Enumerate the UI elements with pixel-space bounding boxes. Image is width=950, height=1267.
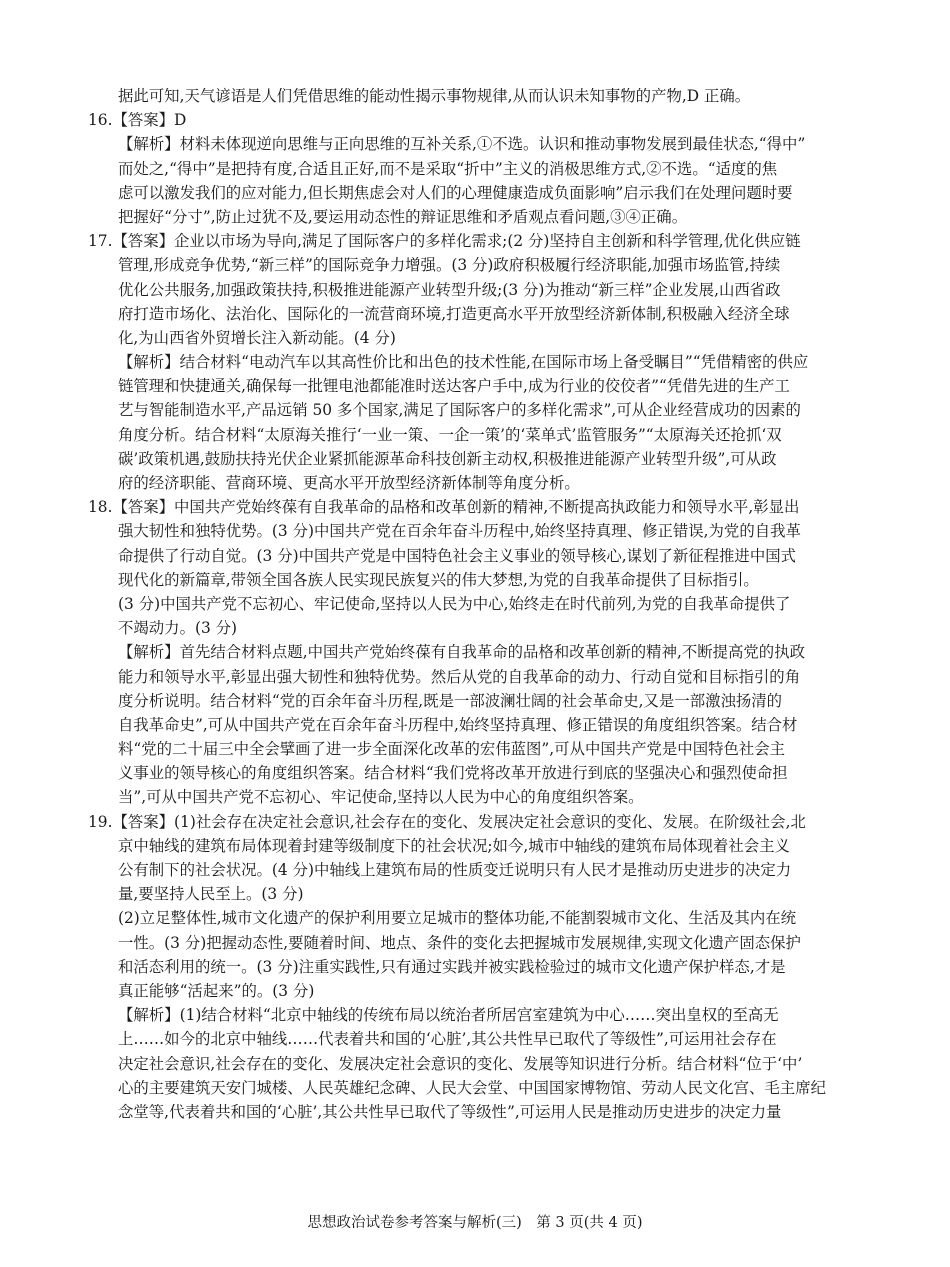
text-line: 府的经济职能、营商环境、更高水平开放型经济新体制等角度分析。 [118, 474, 580, 492]
text-line: 不竭动力。(3 分) [118, 619, 238, 638]
text-line: 碳’政策机遇,鼓励扶持光伏企业紧抓能源革命科技创新主动权,积极推进能源产业转型升级”,可从政 [118, 449, 777, 468]
text-line: 料“党的二十届三中全会擘画了进一步全面深化改革的宏伟蓝图”,可从中国共产党是中国特色社会主 [118, 740, 786, 759]
text-line: 和活态利用的统一。(3 分)注重实践性,只有通过实践并被实践检验过的城市文化遗产保护样态,才是 [118, 957, 786, 976]
text-line: 优化公共服务,加强政策扶持,积极推进能源产业转型升级;(3 分)为推动“新三样”企业发展,山西省政 [118, 280, 781, 299]
question-18-answer: 18.【答案】中国共产党始终葆有自我革命的品格和改革创新的精神,不断提高执政能力和领导水平,彰显出 [88, 498, 800, 517]
text-line: 量,要坚持人民至上。(3 分) [118, 885, 304, 904]
answer-body [88, 84, 870, 1124]
text-line: 【解析】(1)结合材料“北京中轴线的传统布局以统治者所居宫室建筑为中心……突出皇权的至高无 [118, 1006, 779, 1025]
text-line: 当”,可从中国共产党不忘初心、牢记使命,坚持以人民为中心的角度组织答案。 [118, 788, 644, 807]
question-19-answer: 19.【答案】(1)社会存在决定社会意识,社会存在的变化、发展决定社会意识的变化、发展。在阶级社会,北 [88, 812, 806, 831]
text-line: 能力和领导水平,彰显出强大韧性和独特优势。然后从党的自我革命的动力、行动自觉和目标指引的角 [118, 667, 801, 686]
text-line: (3 分)中国共产党不忘初心、牢记使命,坚持以人民为中心,始终走在时代前列,为党的自我革命提供了 [118, 594, 791, 613]
question-17-answer: 17.【答案】企业以市场为导向,满足了国际客户的多样化需求;(2 分)坚持自主创新和科学管理,优化供应链 [88, 232, 801, 251]
text-line: 虑可以激发我们的应对能力,但长期焦虑会对人们的心理健康造成负面影响”启示我们在处理问题时要 [118, 183, 793, 202]
text-line: 管理,形成竞争优势,“新三样”的国际竞争力增强。(3 分)政府积极履行经济职能,加强市场监管,持续 [118, 256, 781, 275]
text-line: 据此可知,天气谚语是人们凭借思维的能动性揭示事物规律,从而认识未知事物的产物,D 正确。 [118, 87, 751, 105]
text-line: 艺与智能制造水平,产品远销 50 多个国家,满足了国际客户的多样化需求”,可从企业经营成功的因素的 [118, 401, 801, 420]
text-line: 强大韧性和独特优势。(3 分)中国共产党在百余年奋斗历程中,始终坚持真理、修正错误,为党的自我革 [118, 522, 801, 541]
text-line: (2)立足整体性,城市文化遗产的保护利用要立足城市的整体功能,不能割裂城市文化、生活及其内在统 [118, 909, 796, 928]
text-line: 链管理和快捷通关,确保每一批锂电池都能准时送达客户手中,成为行业的佼佼者”“凭借先进的生产工 [118, 377, 790, 396]
text-line: 真正能够“活起来”的。(3 分) [118, 981, 315, 1000]
text-line: 命提供了行动自觉。(3 分)中国共产党是中国特色社会主义事业的领导核心,谋划了新征程推进中国式 [118, 546, 796, 565]
text-line: 【解析】材料未体现逆向思维与正向思维的互补关系,①不选。认识和推动事物发展到最佳状态,“得中” [118, 135, 806, 154]
text-line: 决定社会意识,社会存在的变化、发展决定社会意识的变化、发展等知识进行分析。结合材料“位于‘中’ [118, 1054, 803, 1073]
question-16-answer: 16.【答案】D [88, 111, 187, 130]
text-line: 现代化的新篇章,带领全国各族人民实现民族复兴的伟大梦想,为党的自我革命提供了目标指引。 [118, 570, 759, 589]
text-line: 而处之,“得中”是把持有度,合适且正好,而不是采取“折中”主义的消极思维方式,②不选。“适度的焦 [118, 159, 778, 178]
text-line: 【解析】首先结合材料点题,中国共产党始终葆有自我革命的品格和改革创新的精神,不断提高党的执政 [118, 643, 805, 662]
text-line: 公有制下的社会状况。(4 分)中轴线上建筑布局的性质变迁说明只有人民才是推动历史进步的决定力 [118, 861, 792, 879]
text-line: 心的主要建筑天安门城楼、人民英雄纪念碑、人民大会堂、中国国家博物馆、劳动人民文化宫、毛主席纪 [118, 1078, 826, 1097]
text-line: 京中轴线的建筑布局体现着封建等级制度下的社会状况;如今,城市中轴线的建筑布局体现着社会主义 [118, 836, 790, 855]
text-line: 度分析说明。结合材料“党的百余年奋斗历程,既是一部波澜壮阔的社会革命史,又是一部激浊扬清的 [118, 691, 783, 710]
text-line: 义事业的领导核心的角度组织答案。结合材料“我们党将改革开放进行到底的坚强决心和强烈使命担 [118, 764, 788, 783]
text-line: 【解析】结合材料“电动汽车以其高性价比和出色的技术性能,在国际市场上备受瞩目”“凭借精密的供应 [118, 353, 809, 372]
text-line: 上……如今的北京中轴线……代表着共和国的‘心脏’,其公共性早已取代了等级性”,可运用社会存在 [118, 1030, 777, 1049]
text-line: 一性。(3 分)把握动态性,要随着时间、地点、条件的变化去把握城市发展规律,实现文化遗产固态保护 [118, 933, 801, 952]
text-line: 角度分析。结合材料“太原海关推行‘一业一策、一企一策’的‘菜单式’监管服务”“太原海关还抢抓‘双 [118, 425, 782, 444]
text-line: 府打造市场化、法治化、国际化的一流营商环境,打造更高水平开放型经济新体制,积极融入经济全球 [118, 304, 790, 323]
text-line: 念堂等,代表着共和国的‘心脏’,其公共性早已取代了等级性”,可运用人民是推动历史进步的决定力量 [118, 1102, 782, 1121]
text-line: 自我革命史”,可从中国共产党在百余年奋斗历程中,始终坚持真理、修正错误的角度组织答案。结合材 [118, 715, 798, 734]
page-footer: 思想政治试卷参考答案与解析(三) 第 3 页(共 4 页) [307, 1215, 643, 1231]
text-line: 化,为山西省外贸增长注入新动能。(4 分) [118, 328, 396, 347]
text-line: 把握好“分寸”,防止过犹不及,要运用动态性的辩证思维和矛盾观点看问题,③④正确。 [118, 207, 688, 226]
